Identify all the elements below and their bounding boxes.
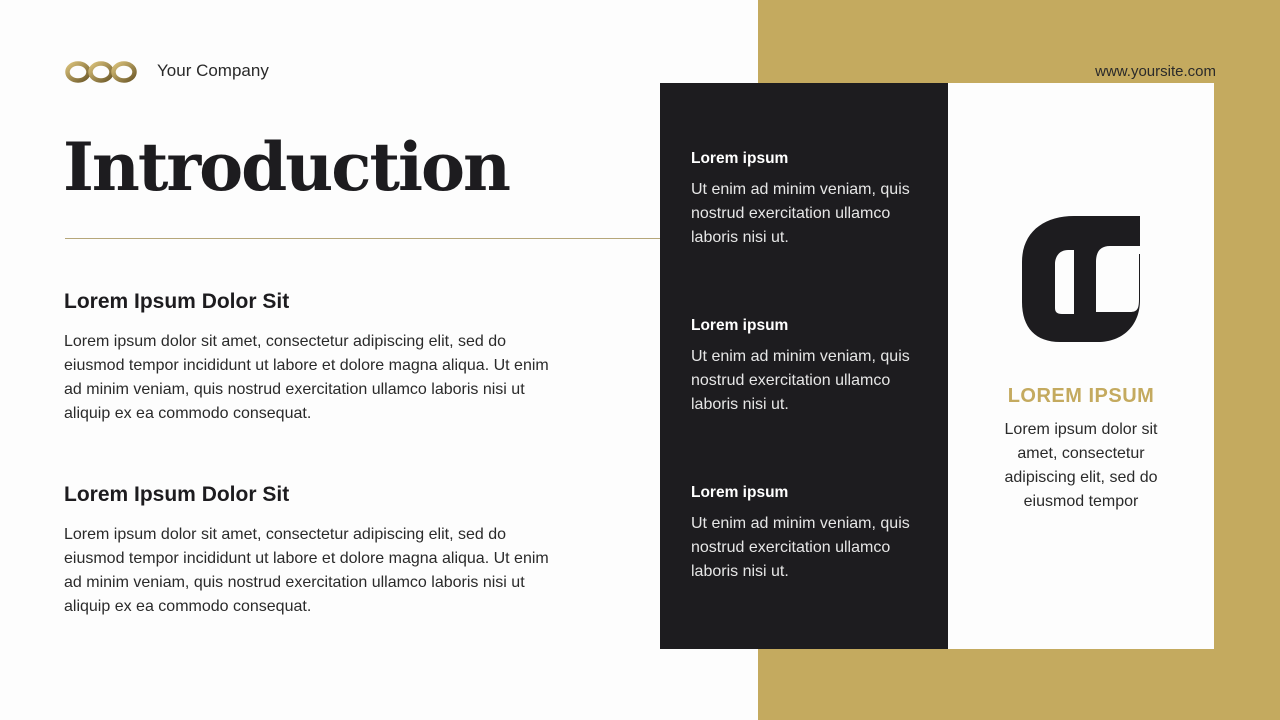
- item-body: Ut enim ad minim veniam, quis nostrud exercitation ullamco laboris nisi ut.: [691, 515, 910, 580]
- company-name: Your Company: [157, 61, 269, 80]
- infinity-chain-icon: [64, 59, 138, 85]
- section-heading: Lorem Ipsum Dolor Sit: [64, 290, 290, 313]
- brand-mark-icon: [1022, 216, 1140, 342]
- card-heading: LOREM IPSUM: [1007, 385, 1155, 407]
- item-body: Ut enim ad minim veniam, quis nostrud exercitation ullamco laboris nisi ut.: [691, 348, 910, 413]
- item-heading: Lorem ipsum: [691, 484, 789, 501]
- intro-section: [64, 290, 554, 426]
- intro-section: [64, 483, 554, 619]
- item-heading: Lorem ipsum: [691, 317, 789, 334]
- website-link[interactable]: www.yoursite.com: [1095, 63, 1216, 80]
- feature-card: [948, 83, 1214, 649]
- dark-panel-item: [691, 484, 926, 584]
- item-body: Ut enim ad minim veniam, quis nostrud exercitation ullamco laboris nisi ut.: [691, 181, 910, 246]
- dark-panel: [660, 83, 948, 649]
- dark-panel-item: [691, 150, 926, 250]
- page-title: Introduction: [63, 128, 510, 206]
- section-body: Lorem ipsum dolor sit amet, consectetur adipiscing elit, sed do eiusmod tempor incididunt ut labore et dolore magna aliqua. Ut enim ad minim veniam, quis nostrud exercitation ullamco laboris nisi ut aliquip ex ea commodo consequat.: [64, 526, 549, 615]
- item-heading: Lorem ipsum: [691, 150, 789, 167]
- section-body: Lorem ipsum dolor sit amet, consectetur adipiscing elit, sed do eiusmod tempor incididunt ut labore et dolore magna aliqua. Ut enim ad minim veniam, quis nostrud exercitation ullamco laboris nisi ut aliquip ex ea commodo consequat.: [64, 333, 549, 422]
- card-body: Lorem ipsum dolor sit amet, consectetur adipiscing elit, sed do eiusmod tempor: [1004, 421, 1158, 510]
- dark-panel-item: [691, 317, 926, 417]
- title-divider: [65, 238, 660, 239]
- section-heading: Lorem Ipsum Dolor Sit: [64, 483, 290, 506]
